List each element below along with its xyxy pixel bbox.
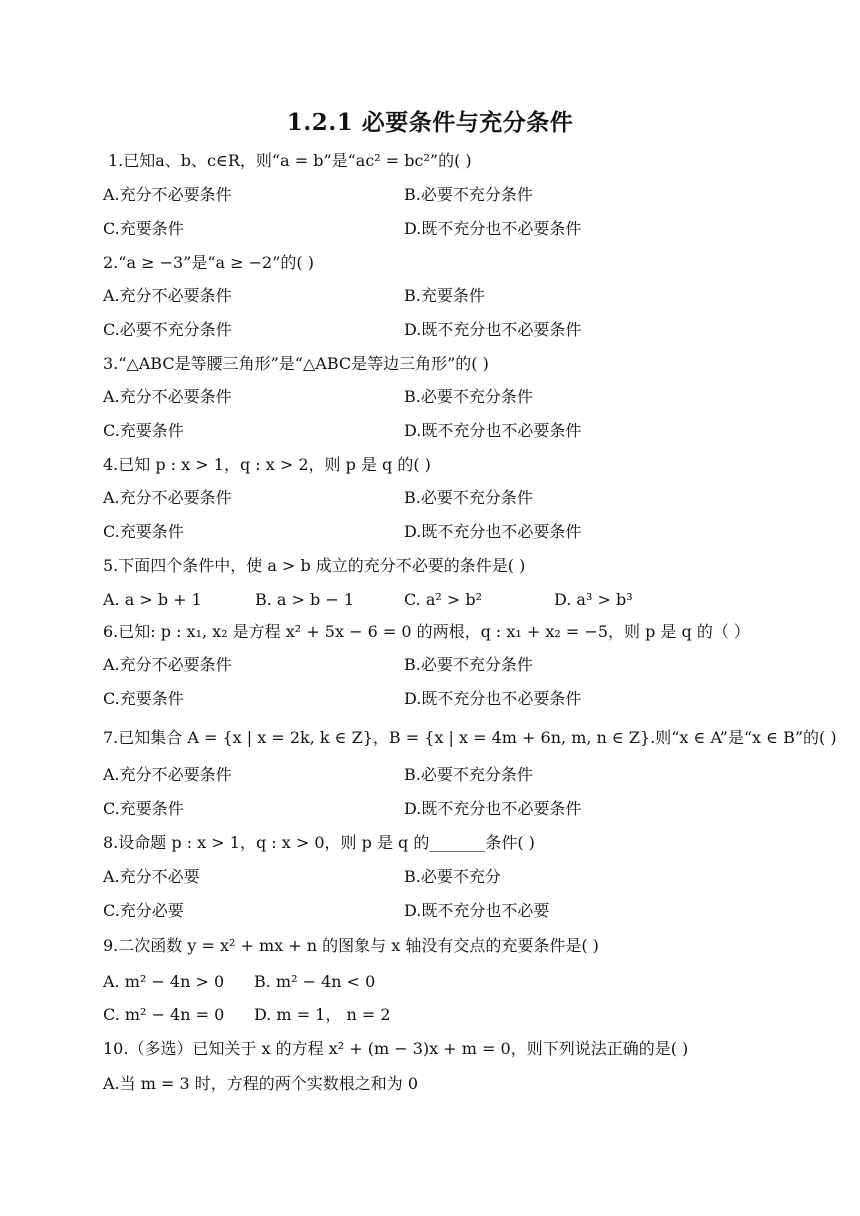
question-5-option-a: A. a > b + 1 <box>103 590 202 609</box>
question-7-option-b: B.必要不充分条件 <box>404 765 533 784</box>
question-8-option-a: A.充分不必要 <box>103 867 200 886</box>
question-9-stem: 9.二次函数 y = x² + mx + n 的图象与 x 轴没有交点的充要条件是( ) <box>103 936 599 955</box>
question-1-option-c: C.充要条件 <box>103 219 184 238</box>
question-6-stem: 6.已知: p : x₁, x₂ 是方程 x² + 5x − 6 = 0 的两根，q : x₁ + x₂ = −5，则 p 是 q 的（ ） <box>103 622 750 641</box>
page-title: 1.2.1 必要条件与充分条件 <box>286 109 574 136</box>
question-8-stem: 8.设命题 p : x > 1，q : x > 0，则 p 是 q 的_______条件( ) <box>103 833 535 852</box>
question-4-option-c: C.充要条件 <box>103 522 184 541</box>
question-8-option-d: D.既不充分也不必要 <box>404 901 550 920</box>
question-6-option-d: D.既不充分也不必要条件 <box>404 689 582 708</box>
question-6-option-b: B.必要不充分条件 <box>404 655 533 674</box>
question-2-option-b: B.充要条件 <box>404 286 485 305</box>
question-9-option-d: D. m = 1， n = 2 <box>254 1005 391 1024</box>
question-7-option-d: D.既不充分也不必要条件 <box>404 799 582 818</box>
question-10-stem: 10.（多选）已知关于 x 的方程 x² + (m − 3)x + m = 0，则下列说法正确的是( ) <box>103 1039 689 1058</box>
question-5-option-c: C. a² > b² <box>404 590 483 609</box>
question-3-option-a: A.充分不必要条件 <box>103 387 232 406</box>
question-5-option-b: B. a > b − 1 <box>255 590 355 609</box>
question-5-stem: 5.下面四个条件中，使 a > b 成立的充分不必要的条件是( ) <box>103 556 526 575</box>
question-2-option-a: A.充分不必要条件 <box>103 286 232 305</box>
question-3-option-b: B.必要不充分条件 <box>404 387 533 406</box>
question-8-option-b: B.必要不充分 <box>404 867 501 886</box>
question-2-stem: 2.“a ≥ −3”是“a ≥ −2”的( ) <box>103 253 314 272</box>
question-3-option-c: C.充要条件 <box>103 421 184 440</box>
question-6-option-a: A.充分不必要条件 <box>103 655 232 674</box>
question-1-option-d: D.既不充分也不必要条件 <box>404 219 582 238</box>
question-9-option-a: A. m² − 4n > 0 <box>103 972 225 991</box>
question-2-option-d: D.既不充分也不必要条件 <box>404 320 582 339</box>
question-4-stem: 4.已知 p : x > 1，q : x > 2，则 p 是 q 的( ) <box>103 455 431 474</box>
question-7-option-a: A.充分不必要条件 <box>103 765 232 784</box>
question-6-option-c: C.充要条件 <box>103 689 184 708</box>
question-7-option-c: C.充要条件 <box>103 799 184 818</box>
question-3-option-d: D.既不充分也不必要条件 <box>404 421 582 440</box>
question-1-option-b: B.必要不充分条件 <box>404 185 533 204</box>
question-1-option-a: A.充分不必要条件 <box>103 185 232 204</box>
question-4-option-a: A.充分不必要条件 <box>103 488 232 507</box>
question-7-stem: 7.已知集合 A = {x | x = 2k, k ∈ Z}，B = {x | x = 4m + 6n, m, n ∈ Z}.则“x ∈ A”是“x ∈ B”的( ) <box>103 728 837 747</box>
question-3-stem: 3.“△ABC是等腰三角形”是“△ABC是等边三角形”的( ) <box>103 354 489 373</box>
question-8-option-c: C.充分必要 <box>103 901 184 920</box>
question-9-option-b: B. m² − 4n < 0 <box>254 972 376 991</box>
question-4-option-d: D.既不充分也不必要条件 <box>404 522 582 541</box>
question-9-option-c: C. m² − 4n = 0 <box>103 1005 225 1024</box>
question-5-option-d: D. a³ > b³ <box>554 590 633 609</box>
question-10-option-a: A.当 m = 3 时，方程的两个实数根之和为 0 <box>103 1074 419 1093</box>
question-1-stem: 1.已知a、b、c∈R，则“a = b”是“ac² = bc²”的( ) <box>108 151 472 170</box>
question-4-option-b: B.必要不充分条件 <box>404 488 533 507</box>
question-2-option-c: C.必要不充分条件 <box>103 320 232 339</box>
